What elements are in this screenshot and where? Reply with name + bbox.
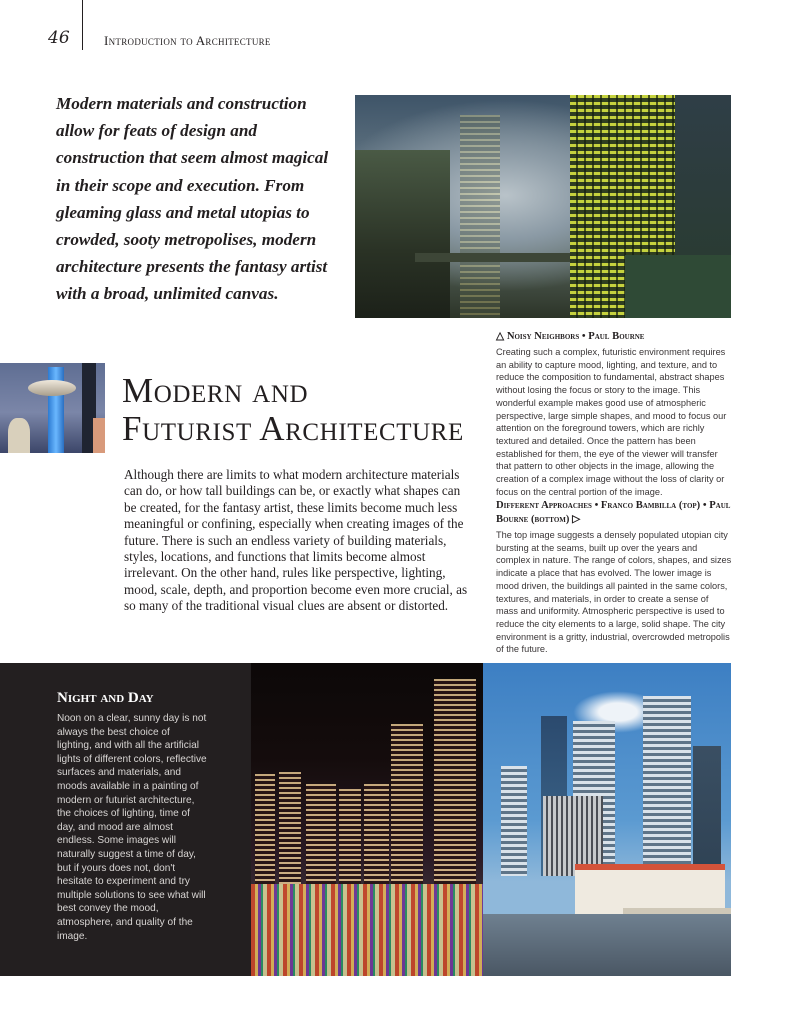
image-detail <box>364 784 389 884</box>
image-detail <box>279 772 301 884</box>
image-detail <box>415 253 575 262</box>
image-detail <box>355 150 450 318</box>
day-skyline-image <box>483 663 731 976</box>
pull-quote: Modern materials and construction allow for feats of design and construction that seem almost magical in their scope and execution. From gleaming glass and metal utopias to crowded, sooty metropolises, modern architecture presents the fantasy artist with a broad, unlimited canvas. <box>56 94 329 304</box>
futuristic-city-image <box>355 95 731 318</box>
image-detail <box>693 746 721 876</box>
header-divider <box>82 0 83 50</box>
section-title-line-1: Modern and <box>122 371 309 410</box>
caption-title: △ Noisy Neighbors • Paul Bourne <box>496 331 645 342</box>
image-detail <box>255 774 275 884</box>
sidebar-body: Noon on a clear, sunny day is not always the best choice of lighting, and with all the artificial lights of different colors, reflective surfaces and materials, and moods available in a painting of modern or futurist architecture, the choices of lighting, time of day, and mood are almost endless. Some images will naturally suggest a time of day, but if yours does not, don't hesitate to experiment and try multiple solutions to see what will best convey the mood, atmosphere, and quality of the image. <box>57 713 207 942</box>
image-detail <box>643 696 691 876</box>
image-detail <box>339 789 361 884</box>
body-paragraph: Although there are limits to what modern architecture materials can do, or how tall buildings can be, or exactly what shapes can be created, for the fantasy artist, these limits become much less meaningful or confining, especially when creating images of the future. There is such an endless variety of building materials, styles, locations, and functions that limits become almost irrelevant. On the other hand, rules like perspective, lighting, mood, scale, depth, and proportion become even more crucial, as so many of the traditional visual clues are absent or distorted. <box>124 467 468 614</box>
section-title <box>122 372 492 448</box>
sidebar-night-and-day <box>0 663 251 976</box>
section-title-line-2: Futurist Architecture <box>122 409 464 448</box>
triangle-up-icon: △ <box>496 331 505 342</box>
sidebar-title: Night and Day <box>57 690 154 706</box>
zeppelin-city-image <box>0 363 105 453</box>
image-detail <box>483 914 731 976</box>
caption-different-approaches <box>496 499 732 656</box>
triangle-right-icon: ▷ <box>572 514 581 525</box>
image-detail <box>306 784 336 884</box>
image-detail <box>93 418 105 453</box>
image-detail <box>28 380 76 396</box>
caption-body: Creating such a complex, futuristic environment requires an ability to capture mood, lighting, and texture, and to reduce the composition to fundamental, abstract shapes without losing the focus or story to the image. This wonderful example makes good use of atmospheric perspective, large simple shapes, and mood to focus our attention on the foreground towers, which are richly textured and detailed. Once the pattern has been established for them, the eye of the viewer will transfer that pattern to other objects in the image, allowing the creation of a complex image without the loss of clarity or focus on the central portion of the image. <box>496 347 727 497</box>
image-detail <box>434 679 476 884</box>
caption-body: The top image suggests a densely populated utopian city bursting at the seams, built up over the years and complex in nature. The range of colors, shapes, and sizes indicate a place that has evolved. The lower image is mood driven, the buildings all painted in the same colors, textures, and materials, in order to create a sense of mass and uniformity. Atmospheric perspective is used to reduce the city elements to a large, solid shape. The city environment is a gritty, industrial, overcrowded metropolis of the future. <box>496 530 732 655</box>
image-detail <box>8 418 30 453</box>
image-detail <box>501 766 527 876</box>
caption-title: Different Approaches • Franco Bambilla (top) • Paul Bourne (bottom) ▷ <box>496 500 731 525</box>
page-number: 46 <box>48 28 70 48</box>
image-detail <box>391 724 423 884</box>
caption-noisy-neighbors <box>496 330 732 498</box>
running-head: Introduction to Architecture <box>104 33 271 48</box>
image-detail <box>251 884 483 976</box>
image-detail <box>460 115 500 318</box>
image-detail <box>575 864 725 914</box>
night-skyline-image <box>251 663 483 976</box>
image-detail <box>625 255 731 318</box>
